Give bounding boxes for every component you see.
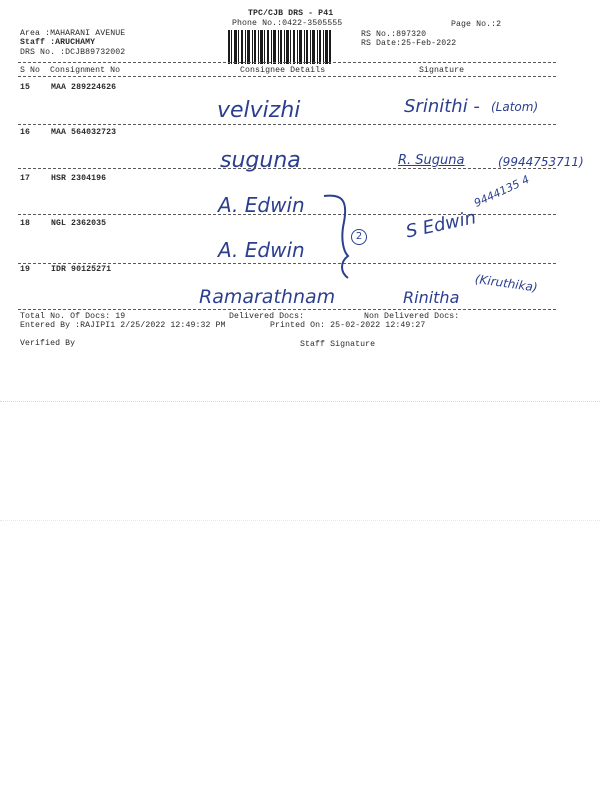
- scan-artifact: [0, 520, 600, 521]
- row-divider: [18, 124, 556, 125]
- row-sno: 18: [20, 219, 31, 228]
- printed-on: Printed On: 25-02-2022 12:49:27: [270, 321, 426, 330]
- signature-handwritten: Rinitha: [403, 288, 460, 307]
- page-number: Page No.:2: [451, 20, 502, 29]
- col-sno: S No: [20, 66, 41, 75]
- document-title: TPC/CJB DRS - P41: [248, 9, 334, 18]
- signature-handwritten: Srinithi -: [404, 96, 480, 117]
- total-docs: Total No. Of Docs: 19: [20, 312, 126, 321]
- consignee-name-handwritten: velvizhi: [217, 98, 301, 123]
- entered-by: Entered By :RAJIPI1 2/25/2022 12:49:32 PM: [20, 321, 226, 330]
- row-sno: 17: [20, 174, 31, 183]
- col-consignee: Consignee Details: [240, 66, 326, 75]
- drs-number: DRS No. :DCJB89732002: [20, 48, 126, 57]
- divider: [18, 309, 556, 310]
- row-consignment-no: MAA 289224626: [51, 83, 117, 92]
- row-consignment-no: HSR 2304196: [51, 174, 107, 183]
- signature-note-handwritten: (Kiruthika): [474, 272, 539, 295]
- row-sno: 15: [20, 83, 31, 92]
- consignee-name-handwritten: A. Edwin: [218, 238, 305, 262]
- area-label: Area :MAHARANI AVENUE: [20, 29, 126, 38]
- signature-note-handwritten: (9944753711): [498, 155, 584, 169]
- consignee-name-handwritten: suguna: [220, 148, 301, 173]
- rs-number: RS No.:897320: [361, 30, 427, 39]
- col-signature: Signature: [419, 66, 465, 75]
- circled-number-handwritten: 2: [351, 229, 367, 245]
- rs-date: RS Date:25-Feb-2022: [361, 39, 457, 48]
- signature-note-handwritten: (Latom): [491, 100, 539, 114]
- row-sno: 19: [20, 265, 31, 274]
- signature-note-handwritten: 9444135 4: [472, 172, 532, 210]
- row-divider: [18, 263, 556, 264]
- consignee-name-handwritten: Ramarathnam: [199, 286, 336, 308]
- row-consignment-no: IDR 90125271: [51, 265, 112, 274]
- scan-artifact: [0, 401, 600, 402]
- row-divider: [18, 168, 556, 169]
- signature-handwritten: S Edwin: [404, 207, 478, 243]
- delivered-docs: Delivered Docs:: [229, 312, 305, 321]
- row-consignment-no: NGL 2362035: [51, 219, 107, 228]
- staff-label: Staff :ARUCHAMY: [20, 38, 96, 47]
- barcode: [228, 30, 332, 64]
- verified-by: Verified By: [20, 339, 76, 348]
- divider: [18, 76, 556, 77]
- phone-number: Phone No.:0422-3505555: [232, 19, 343, 28]
- row-consignment-no: MAA 564032723: [51, 128, 117, 137]
- row-sno: 16: [20, 128, 31, 137]
- divider: [18, 62, 556, 63]
- bracket-mark: [318, 192, 358, 282]
- staff-signature: Staff Signature: [300, 340, 376, 349]
- non-delivered-docs: Non Delivered Docs:: [364, 312, 460, 321]
- signature-handwritten: R. Suguna: [398, 153, 465, 168]
- col-consignment: Consignment No: [50, 66, 121, 75]
- consignee-name-handwritten: A. Edwin: [218, 193, 305, 217]
